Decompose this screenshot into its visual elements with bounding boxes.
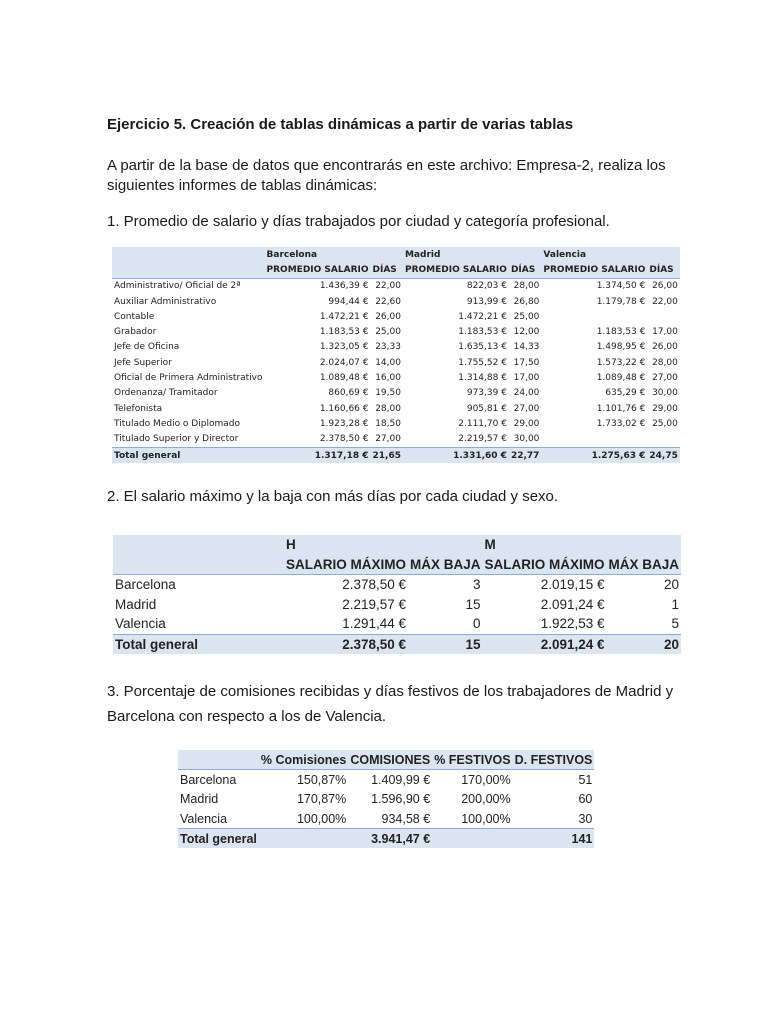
cell: 1.317,18 € <box>314 450 369 461</box>
cell: 860,69 € <box>328 388 369 399</box>
cell: 1.374,50 € <box>596 281 646 292</box>
city-header-barcelona: Barcelona <box>266 249 318 260</box>
cell: 27,00 <box>513 403 540 414</box>
cell: 1.755,52 € <box>458 357 507 368</box>
table-row <box>178 790 594 809</box>
cell: 26,00 <box>652 281 678 292</box>
cell: 24,75 <box>649 450 678 461</box>
cell: 3.941,47 € <box>371 831 431 846</box>
cell: 51 <box>578 772 593 787</box>
table-row <box>112 294 680 309</box>
col-header-days: DÍAS <box>647 262 679 278</box>
row-label: Telefonista <box>114 403 163 414</box>
cell: 14,00 <box>375 357 401 368</box>
cell: 934,58 € <box>381 811 431 826</box>
cell: 100,00% <box>296 811 347 826</box>
cell: 1.436,39 € <box>319 281 369 292</box>
city-header-madrid: Madrid <box>404 249 441 260</box>
cell: 2.111,70 € <box>458 418 507 429</box>
city-header-valencia: Valencia <box>543 249 587 260</box>
total-row <box>113 634 681 654</box>
cell: 12,00 <box>513 327 540 338</box>
col-header-salary: PROMEDIO SALARIO <box>265 262 371 278</box>
table-row <box>113 575 681 595</box>
cell: 1.331,60 € <box>453 450 507 461</box>
cell: 18,50 <box>375 418 401 429</box>
question-2: 2. El salario máximo y la baja con más días por cada ciudad y sexo. <box>107 488 559 505</box>
cell: 22,00 <box>375 281 401 292</box>
cell: 2.219,57 € <box>342 596 407 612</box>
cell: 15 <box>465 636 481 652</box>
cell: 0 <box>473 616 481 632</box>
cell: 14,33 <box>513 342 540 353</box>
table-row <box>112 309 680 324</box>
total-row <box>178 829 594 849</box>
table-body <box>112 278 680 447</box>
cell: 2.091,24 € <box>540 636 605 652</box>
cell: 2.378,50 € <box>342 577 407 593</box>
row-label: Madrid <box>180 792 219 807</box>
col-header-days: DÍAS <box>509 262 541 278</box>
col-header-pct-holidays: % FESTIVOS <box>432 750 512 770</box>
row-label: Barcelona <box>115 577 176 593</box>
cell: 15 <box>465 596 481 612</box>
cell: 1.275,63 € <box>591 450 646 461</box>
cell: 973,39 € <box>466 388 507 399</box>
cell: 1.183,53 € <box>458 327 507 338</box>
question-3: 3. Porcentaje de comisiones recibidas y días festivos de los trabajadores de Madrid y Barcelona con respecto a los de Valencia. <box>107 683 674 725</box>
cell: 1.472,21 € <box>458 311 507 322</box>
col-header-salary: PROMEDIO SALARIO <box>403 262 509 278</box>
cell: 29,00 <box>513 418 540 429</box>
row-label: Titulado Superior y Director <box>114 434 239 445</box>
cell <box>259 829 348 849</box>
cell: 635,29 € <box>605 388 646 399</box>
cell: 29,00 <box>652 403 678 414</box>
cell: 28,00 <box>375 403 401 414</box>
col-header-pct-commissions: % Comisiones <box>259 750 348 770</box>
intro-paragraph: A partir de la base de datos que encontrarás en este archivo: Empresa-2, realiza los siguientes informes de tablas dinámicas: <box>107 157 666 194</box>
cell: 27,00 <box>375 434 401 445</box>
cell: 2.091,24 € <box>540 596 605 612</box>
col-header-baja: MÁX BAJA <box>408 555 483 575</box>
cell: 30 <box>578 811 593 826</box>
table-row <box>112 355 680 370</box>
table-row <box>112 340 680 355</box>
cell: 822,03 € <box>466 281 507 292</box>
cell: 25,00 <box>513 311 540 322</box>
cell: 2.219,57 € <box>458 434 507 445</box>
cell: 3 <box>473 577 481 593</box>
cell <box>647 432 679 448</box>
cell: 2.378,50 € <box>319 434 369 445</box>
cell: 1.596,90 € <box>371 792 431 807</box>
row-label: Administrativo/ Oficial de 2ª <box>114 281 241 292</box>
cell: 5 <box>671 616 680 632</box>
row-label: Jefe de Oficina <box>114 342 180 353</box>
cell: 1.472,21 € <box>319 311 369 322</box>
row-label: Madrid <box>115 596 157 612</box>
cell: 994,44 € <box>328 296 369 307</box>
cell: 1.183,53 € <box>596 327 646 338</box>
table-row <box>112 370 680 385</box>
cell: 170,00% <box>461 772 511 787</box>
cell: 19,50 <box>375 388 401 399</box>
cell <box>432 829 512 849</box>
cell: 26,00 <box>652 342 678 353</box>
col-header-commissions: COMISIONES <box>348 750 432 770</box>
cell: 23,33 <box>375 342 401 353</box>
row-label: Jefe Superior <box>114 357 172 368</box>
cell <box>541 432 647 448</box>
table-row <box>112 324 680 339</box>
row-label: Titulado Medio o Diplomado <box>114 418 240 429</box>
cell: 1.923,28 € <box>319 418 369 429</box>
group-header-h: H <box>286 537 296 553</box>
col-header-salary: PROMEDIO SALARIO <box>541 262 647 278</box>
cell: 1.089,48 € <box>596 373 646 384</box>
cell: 28,00 <box>513 281 540 292</box>
table-body <box>178 770 594 829</box>
cell <box>647 309 679 324</box>
col-header-days: DÍAS <box>371 262 403 278</box>
cell: 27,00 <box>652 373 678 384</box>
cell: 1.573,22 € <box>596 357 646 368</box>
table-row <box>112 401 680 416</box>
cell: 25,00 <box>375 327 401 338</box>
cell: 17,00 <box>652 327 678 338</box>
cell: 20 <box>664 636 680 652</box>
cell: 30,00 <box>513 434 540 445</box>
row-label: Valencia <box>115 616 166 632</box>
table-row <box>178 809 594 829</box>
cell: 26,00 <box>375 311 401 322</box>
cell <box>541 309 647 324</box>
total-label: Total general <box>114 450 181 461</box>
cell: 17,50 <box>513 357 540 368</box>
total-label: Total general <box>180 831 257 846</box>
pivot-table-salary-days <box>112 247 680 463</box>
row-label: Ordenanza/ Tramitador <box>114 388 218 399</box>
cell: 905,81 € <box>466 403 507 414</box>
cell: 1.409,99 € <box>371 772 431 787</box>
cell: 2.019,15 € <box>540 577 605 593</box>
cell: 26,80 <box>513 296 540 307</box>
row-label: Barcelona <box>180 772 237 787</box>
total-row <box>112 447 680 463</box>
cell: 2.378,50 € <box>342 636 407 652</box>
cell: 16,00 <box>375 373 401 384</box>
row-label: Oficial de Primera Administrativo <box>114 373 263 384</box>
pivot-table-commissions <box>178 750 594 848</box>
cell: 1.160,66 € <box>319 403 369 414</box>
cell: 21,65 <box>372 450 401 461</box>
cell: 17,00 <box>513 373 540 384</box>
cell: 22,00 <box>652 296 678 307</box>
total-label: Total general <box>115 636 199 652</box>
cell: 913,99 € <box>466 296 507 307</box>
cell: 24,00 <box>513 388 540 399</box>
cell: 1.101,76 € <box>596 403 646 414</box>
cell: 1.183,53 € <box>319 327 369 338</box>
col-header-salary: SALARIO MÁXIMO <box>483 555 607 575</box>
cell: 170,87% <box>296 792 347 807</box>
col-header-salary: SALARIO MÁXIMO <box>200 555 408 575</box>
col-header-holidays: D. FESTIVOS <box>513 750 595 770</box>
cell: 22,77 <box>510 450 540 461</box>
table-row <box>113 595 681 615</box>
cell: 1.179,78 € <box>596 296 646 307</box>
cell: 1.733,02 € <box>596 418 646 429</box>
cell: 100,00% <box>461 811 511 826</box>
cell: 141 <box>571 831 593 846</box>
exercise-title: Ejercicio 5. Creación de tablas dinámicas a partir de varias tablas <box>107 116 574 133</box>
pivot-table-max-salary <box>113 535 681 654</box>
cell: 60 <box>578 792 593 807</box>
table-row <box>178 770 594 790</box>
cell: 30,00 <box>652 388 678 399</box>
cell: 2.024,07 € <box>319 357 369 368</box>
row-label: Auxiliar Administrativo <box>114 296 217 307</box>
cell: 28,00 <box>652 357 678 368</box>
cell: 1.314,88 € <box>458 373 507 384</box>
cell: 1.635,13 € <box>458 342 507 353</box>
table-row <box>112 416 680 431</box>
question-1: 1. Promedio de salario y días trabajados por ciudad y categoría profesional. <box>107 213 610 230</box>
row-label: Valencia <box>180 811 228 826</box>
group-header-m: M <box>484 537 496 553</box>
cell: 25,00 <box>652 418 678 429</box>
cell: 20 <box>664 577 680 593</box>
cell: 1 <box>671 596 680 612</box>
cell: 1.089,48 € <box>319 373 369 384</box>
cell: 22,60 <box>375 296 401 307</box>
table-row <box>112 386 680 401</box>
col-header-baja: MÁX BAJA <box>607 555 682 575</box>
cell: 1.323,05 € <box>319 342 369 353</box>
cell: 1.922,53 € <box>540 616 605 632</box>
table-row <box>112 278 680 294</box>
cell: 200,00% <box>461 792 511 807</box>
cell: 1.291,44 € <box>342 616 407 632</box>
cell: 1.498,95 € <box>596 342 646 353</box>
table-row <box>112 432 680 448</box>
table-row <box>113 614 681 634</box>
cell: 150,87% <box>296 772 347 787</box>
row-label: Grabador <box>114 327 157 338</box>
table-body <box>113 575 681 635</box>
row-label: Contable <box>114 311 155 322</box>
